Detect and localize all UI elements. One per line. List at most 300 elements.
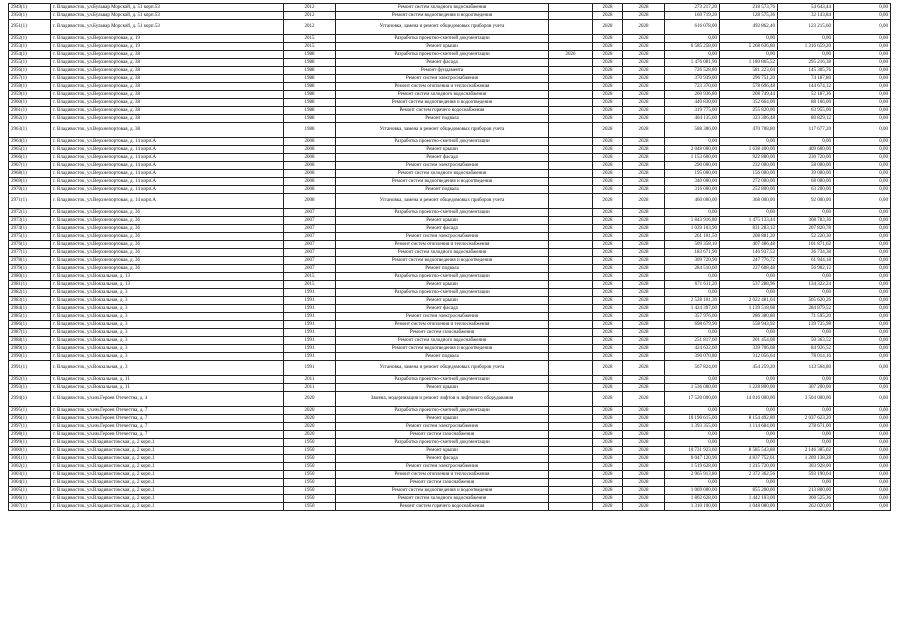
owner-cost-cell: 144 674,12 xyxy=(778,83,834,91)
table-row xyxy=(9,43,891,51)
build-year-cell: 1991 xyxy=(284,329,336,337)
extra-year-cell xyxy=(549,281,593,289)
table-row xyxy=(9,353,891,361)
plan-year-end-cell: 2028 xyxy=(623,321,665,329)
plan-year-end-cell: 2028 xyxy=(623,384,665,392)
address-cell: г. Владивосток, ул.Верхнепортовая, д. 36 xyxy=(51,265,284,273)
plan-year-end-cell: 2028 xyxy=(623,503,665,511)
extra-year-cell xyxy=(549,178,593,186)
record-id-cell: 2964(1) xyxy=(9,138,51,146)
other-cost-cell: 0,00 xyxy=(834,241,891,249)
other-cost-cell: 0,00 xyxy=(834,43,891,51)
owner-cost-cell: 134 322,24 xyxy=(778,281,834,289)
work-type-cell: Ремонт систем отопления и теплоснабжения xyxy=(336,321,549,329)
plan-year-start-cell: 2028 xyxy=(593,415,623,423)
owner-cost-cell: 0,00 xyxy=(778,273,834,281)
owner-cost-cell: 1 209 138,28 xyxy=(778,455,834,463)
record-id-cell: 2985(1) xyxy=(9,313,51,321)
table-row xyxy=(9,257,891,265)
fund-cost-cell: 1 180 865,52 xyxy=(720,59,778,67)
other-cost-cell: 0,00 xyxy=(834,329,891,337)
plan-year-start-cell: 2028 xyxy=(593,43,623,51)
plan-year-end-cell: 2028 xyxy=(623,4,665,12)
table-row xyxy=(9,415,891,423)
total-cost-cell: 404 135,60 xyxy=(665,115,720,123)
extra-year-cell xyxy=(549,361,593,376)
fund-cost-cell: 407 486,48 xyxy=(720,241,778,249)
fund-cost-cell: 4 837 752,61 xyxy=(720,455,778,463)
record-id-cell: 2971(1) xyxy=(9,194,51,209)
record-id-cell: 2991(1) xyxy=(9,361,51,376)
record-id-cell: 2989(1) xyxy=(9,345,51,353)
plan-year-start-cell: 2028 xyxy=(593,249,623,257)
owner-cost-cell: 295 216,38 xyxy=(778,59,834,67)
address-cell: г. Владивосток, ул.Вокзальная, д. 11 xyxy=(51,376,284,384)
address-cell: г. Владивосток, ул.Вокзальная, д. 3 xyxy=(51,361,284,376)
fund-cost-cell: 272 000,00 xyxy=(720,178,778,186)
other-cost-cell: 0,00 xyxy=(834,297,891,305)
address-cell: г. Владивосток, ул.Владивостокская, д. 2 корп.1 xyxy=(51,487,284,495)
total-cost-cell: 588 386,00 xyxy=(665,123,720,138)
total-cost-cell: 10 731 923,60 xyxy=(665,447,720,455)
table-row xyxy=(9,20,891,35)
total-cost-cell: 319 775,00 xyxy=(665,107,720,115)
record-id-cell: 2966(1) xyxy=(9,154,51,162)
extra-year-cell xyxy=(549,495,593,503)
address-cell: г. Владивосток, ул.Верхнепортовая, д. 38 xyxy=(51,67,284,75)
record-id-cell: 2984(1) xyxy=(9,305,51,313)
address-cell: г. Владивосток, ул.Верхнепортовая, д. 38 xyxy=(51,83,284,91)
plan-year-start-cell: 2028 xyxy=(593,107,623,115)
plan-year-end-cell: 2028 xyxy=(623,361,665,376)
fund-cost-cell: 537 288,96 xyxy=(720,281,778,289)
plan-year-end-cell: 2028 xyxy=(623,154,665,162)
work-type-cell: Ремонт систем холодного водоснабжения xyxy=(336,170,549,178)
plan-year-end-cell: 2028 xyxy=(623,479,665,487)
address-cell: г. Владивосток, ул.Вокзальная, д. 3 xyxy=(51,337,284,345)
address-cell: г. Владивосток, ул.Бульвар Морской, д. 51 корп.53 xyxy=(51,12,284,20)
plan-year-start-cell: 2028 xyxy=(593,170,623,178)
other-cost-cell: 0,00 xyxy=(834,321,891,329)
plan-year-end-cell: 2028 xyxy=(623,115,665,123)
owner-cost-cell: 207 820,78 xyxy=(778,225,834,233)
fund-cost-cell: 0,00 xyxy=(720,407,778,415)
work-type-cell: Ремонт систем электроснабжения xyxy=(336,75,549,83)
other-cost-cell: 0,00 xyxy=(834,265,891,273)
fund-cost-cell: 2 022 481,04 xyxy=(720,297,778,305)
extra-year-cell xyxy=(549,439,593,447)
plan-year-start-cell: 2028 xyxy=(593,162,623,170)
address-cell: г. Владивосток, ул.Верхнепортовая, д. 14 корп.А xyxy=(51,178,284,186)
plan-year-start-cell: 2028 xyxy=(593,353,623,361)
other-cost-cell: 0,00 xyxy=(834,479,891,487)
extra-year-cell xyxy=(549,297,593,305)
address-cell: г. Владивосток, ул.Владивостокская, д. 2 корп.1 xyxy=(51,439,284,447)
other-cost-cell: 0,00 xyxy=(834,345,891,353)
build-year-cell: 1991 xyxy=(284,313,336,321)
address-cell: г. Владивосток, ул.Вокзальная, д. 3 xyxy=(51,297,284,305)
fund-cost-cell: 128 575,36 xyxy=(720,12,778,20)
table-row xyxy=(9,186,891,194)
record-id-cell: 2987(1) xyxy=(9,329,51,337)
plan-year-end-cell: 2028 xyxy=(623,487,665,495)
table-row xyxy=(9,154,891,162)
address-cell: г. Владивосток, ул.Верхнепортовая, д. 36 xyxy=(51,241,284,249)
table-row xyxy=(9,289,891,297)
address-cell: г. Владивосток, ул.Верхнепортовая, д. 36 xyxy=(51,209,284,217)
plan-year-end-cell: 2028 xyxy=(623,439,665,447)
record-id-cell: 2980(1) xyxy=(9,273,51,281)
other-cost-cell: 0,00 xyxy=(834,20,891,35)
work-type-cell: Ремонт систем горячего водоснабжения xyxy=(336,503,549,511)
address-cell: г. Владивосток, ул.Владивостокская, д. 2 корп.1 xyxy=(51,495,284,503)
total-cost-cell: 0,00 xyxy=(665,329,720,337)
plan-year-start-cell: 2028 xyxy=(593,20,623,35)
total-cost-cell: 357 976,00 xyxy=(665,313,720,321)
fund-cost-cell: 454 259,20 xyxy=(720,361,778,376)
extra-year-cell xyxy=(549,313,593,321)
extra-year-cell xyxy=(549,471,593,479)
work-type-cell: Установка, замена и ремонт общедомовых приборов учета xyxy=(336,20,549,35)
plan-year-start-cell: 2028 xyxy=(593,321,623,329)
build-year-cell: 1988 xyxy=(284,83,336,91)
address-cell: г. Владивосток, ул.Верхнепортовая, д. 14 корп.А xyxy=(51,186,284,194)
other-cost-cell: 0,00 xyxy=(834,209,891,217)
record-id-cell: 2994(1) xyxy=(9,392,51,407)
total-cost-cell: 370 939,00 xyxy=(665,75,720,83)
table-row xyxy=(9,463,891,471)
build-year-cell: 2011 xyxy=(284,384,336,392)
owner-cost-cell: 0,00 xyxy=(778,51,834,59)
build-year-cell: 1950 xyxy=(284,463,336,471)
build-year-cell: 1991 xyxy=(284,321,336,329)
plan-year-end-cell: 2028 xyxy=(623,75,665,83)
table-row xyxy=(9,12,891,20)
plan-year-start-cell: 2028 xyxy=(593,146,623,154)
record-id-cell: 2972(1) xyxy=(9,209,51,217)
owner-cost-cell: 52 220,30 xyxy=(778,233,834,241)
owner-cost-cell: 139 735,98 xyxy=(778,321,834,329)
total-cost-cell: 284 510,60 xyxy=(665,265,720,273)
other-cost-cell: 0,00 xyxy=(834,233,891,241)
plan-year-start-cell: 2028 xyxy=(593,194,623,209)
table-row xyxy=(9,91,891,99)
owner-cost-cell: 409 600,00 xyxy=(778,146,834,154)
extra-year-cell xyxy=(549,265,593,273)
owner-cost-cell: 84 926,52 xyxy=(778,345,834,353)
plan-year-start-cell: 2028 xyxy=(593,35,623,43)
build-year-cell: 2015 xyxy=(284,43,336,51)
address-cell: г. Владивосток, ул.Верхнепортовая, д. 38 xyxy=(51,91,284,99)
table-row xyxy=(9,123,891,138)
total-cost-cell: 183 671,90 xyxy=(665,249,720,257)
record-id-cell: 2951(1) xyxy=(9,20,51,35)
work-type-cell: Ремонт систем холодного водоснабжения xyxy=(336,4,549,12)
fund-cost-cell: 0,00 xyxy=(720,209,778,217)
extra-year-cell xyxy=(549,146,593,154)
build-year-cell: 2008 xyxy=(284,186,336,194)
record-id-cell: 2954(1) xyxy=(9,51,51,59)
total-cost-cell: 290 000,00 xyxy=(665,162,720,170)
extra-year-cell xyxy=(549,194,593,209)
owner-cost-cell: 2 146 385,02 xyxy=(778,447,834,455)
work-type-cell: Ремонт подвала xyxy=(336,115,549,123)
build-year-cell: 1988 xyxy=(284,91,336,99)
other-cost-cell: 0,00 xyxy=(834,59,891,67)
owner-cost-cell: 71 595,20 xyxy=(778,313,834,321)
plan-year-end-cell: 2028 xyxy=(623,35,665,43)
fund-cost-cell: 0,00 xyxy=(720,35,778,43)
table-row xyxy=(9,503,891,511)
fund-cost-cell: 855 200,00 xyxy=(720,487,778,495)
other-cost-cell: 0,00 xyxy=(834,313,891,321)
total-cost-cell: 390 070,80 xyxy=(665,353,720,361)
owner-cost-cell: 56 902,12 xyxy=(778,265,834,273)
plan-year-end-cell: 2028 xyxy=(623,170,665,178)
other-cost-cell: 0,00 xyxy=(834,217,891,225)
other-cost-cell: 0,00 xyxy=(834,249,891,257)
address-cell: г. Владивосток, ул.Вокзальная, д. 13 xyxy=(51,273,284,281)
plan-year-start-cell: 2028 xyxy=(593,67,623,75)
work-schedule-sheet xyxy=(8,3,890,511)
plan-year-end-cell: 2028 xyxy=(623,265,665,273)
plan-year-end-cell: 2028 xyxy=(623,423,665,431)
work-type-cell: Ремонт систем водоотведения и водоотведения xyxy=(336,12,549,20)
record-id-cell: 2978(1) xyxy=(9,257,51,265)
owner-cost-cell: 0,00 xyxy=(778,439,834,447)
build-year-cell: 2008 xyxy=(284,178,336,186)
record-id-cell: 2955(1) xyxy=(9,59,51,67)
table-row xyxy=(9,455,891,463)
total-cost-cell: 10 190 615,00 xyxy=(665,415,720,423)
total-cost-cell: 251 817,60 xyxy=(665,337,720,345)
record-id-cell: 2998(1) xyxy=(9,431,51,439)
total-cost-cell: 0,00 xyxy=(665,138,720,146)
fund-cost-cell: 1 638 400,00 xyxy=(720,146,778,154)
table-body xyxy=(9,4,891,511)
fund-cost-cell: 0,00 xyxy=(720,51,778,59)
table-row xyxy=(9,75,891,83)
owner-cost-cell: 0,00 xyxy=(778,376,834,384)
build-year-cell: 1991 xyxy=(284,361,336,376)
build-year-cell: 2007 xyxy=(284,241,336,249)
build-year-cell: 1988 xyxy=(284,59,336,67)
build-year-cell: 1950 xyxy=(284,471,336,479)
plan-year-start-cell: 2028 xyxy=(593,345,623,353)
build-year-cell: 2020 xyxy=(284,392,336,407)
build-year-cell: 2011 xyxy=(284,376,336,384)
record-id-cell: 2963(1) xyxy=(9,123,51,138)
plan-year-end-cell: 2028 xyxy=(623,67,665,75)
build-year-cell: 2007 xyxy=(284,265,336,273)
table-row xyxy=(9,178,891,186)
extra-year-cell xyxy=(549,115,593,123)
plan-year-start-cell: 2028 xyxy=(593,313,623,321)
extra-year-cell xyxy=(549,353,593,361)
fund-cost-cell: 247 776,72 xyxy=(720,257,778,265)
work-type-cell: Ремонт систем электроснабжения xyxy=(336,162,549,170)
table-row xyxy=(9,225,891,233)
plan-year-start-cell: 2028 xyxy=(593,503,623,511)
record-id-cell: 2975(1) xyxy=(9,233,51,241)
total-cost-cell: 0,00 xyxy=(665,479,720,487)
work-type-cell: Ремонт крыши xyxy=(336,146,549,154)
plan-year-start-cell: 2028 xyxy=(593,487,623,495)
fund-cost-cell: 286 380,80 xyxy=(720,313,778,321)
plan-year-end-cell: 2028 xyxy=(623,313,665,321)
table-row xyxy=(9,233,891,241)
other-cost-cell: 0,00 xyxy=(834,495,891,503)
total-cost-cell: 698 679,90 xyxy=(665,321,720,329)
plan-year-start-cell: 2028 xyxy=(593,297,623,305)
address-cell: г. Владивосток, ул.Верхнепортовая, д. 36 xyxy=(51,233,284,241)
owner-cost-cell: 593 190,64 xyxy=(778,471,834,479)
fund-cost-cell: 1 048 080,00 xyxy=(720,503,778,511)
build-year-cell: 2007 xyxy=(284,217,336,225)
record-id-cell: 2952(1) xyxy=(9,35,51,43)
address-cell: г. Владивосток, ул.Верхнепортовая, д. 36 xyxy=(51,217,284,225)
plan-year-start-cell: 2028 xyxy=(593,217,623,225)
address-cell: г. Владивосток, ул.Вокзальная, д. 11 xyxy=(51,384,284,392)
total-cost-cell: 1 039 103,90 xyxy=(665,225,720,233)
extra-year-cell xyxy=(549,4,593,12)
extra-year-cell xyxy=(549,447,593,455)
table-row xyxy=(9,209,891,217)
plan-year-end-cell: 2028 xyxy=(623,12,665,20)
total-cost-cell: 1 802 628,00 xyxy=(665,495,720,503)
fund-cost-cell: 1 114 684,00 xyxy=(720,423,778,431)
other-cost-cell: 0,00 xyxy=(834,407,891,415)
extra-year-cell xyxy=(549,43,593,51)
extra-year-cell xyxy=(549,99,593,107)
record-id-cell: 2995(1) xyxy=(9,407,51,415)
plan-year-start-cell: 2028 xyxy=(593,209,623,217)
build-year-cell: 2008 xyxy=(284,138,336,146)
build-year-cell: 2012 xyxy=(284,4,336,12)
plan-year-start-cell: 2028 xyxy=(593,59,623,67)
total-cost-cell: 195 000,00 xyxy=(665,170,720,178)
address-cell: г. Владивосток, ул.Верхнепортовая, д. 38 xyxy=(51,115,284,123)
owner-cost-cell: 0,00 xyxy=(778,289,834,297)
owner-cost-cell: 230 720,00 xyxy=(778,154,834,162)
build-year-cell: 2012 xyxy=(284,20,336,35)
address-cell: г. Владивосток, ул.Верхнепортовая, д. 38 xyxy=(51,59,284,67)
other-cost-cell: 0,00 xyxy=(834,305,891,313)
owner-cost-cell: 303 928,00 xyxy=(778,463,834,471)
work-type-cell: Установка, замена и ремонт общедомовых приборов учета xyxy=(336,123,549,138)
plan-year-start-cell: 2028 xyxy=(593,463,623,471)
fund-cost-cell: 578 696,48 xyxy=(720,83,778,91)
owner-cost-cell: 0,00 xyxy=(778,209,834,217)
record-id-cell: 3007(1) xyxy=(9,503,51,511)
record-id-cell: 2949(1) xyxy=(9,4,51,12)
total-cost-cell: 316 000,00 xyxy=(665,186,720,194)
fund-cost-cell: 0,00 xyxy=(720,289,778,297)
plan-year-start-cell: 2028 xyxy=(593,407,623,415)
table-row xyxy=(9,281,891,289)
extra-year-cell xyxy=(549,423,593,431)
plan-year-end-cell: 2028 xyxy=(623,431,665,439)
owner-cost-cell: 307 200,00 xyxy=(778,384,834,392)
table-row xyxy=(9,423,891,431)
total-cost-cell: 460 000,00 xyxy=(665,194,720,209)
record-id-cell: 2979(1) xyxy=(9,265,51,273)
work-type-cell: Ремонт фундамента xyxy=(336,67,549,75)
fund-cost-cell: 146 937,52 xyxy=(720,249,778,257)
address-cell: г. Владивосток, ул.Вокзальная, д. 3 xyxy=(51,329,284,337)
build-year-cell: 2007 xyxy=(284,225,336,233)
extra-year-cell xyxy=(549,392,593,407)
record-id-cell: 3001(1) xyxy=(9,455,51,463)
fund-cost-cell: 0,00 xyxy=(720,439,778,447)
address-cell: г. Владивосток, ул.Верхнепортовая, д. 14 корп.А xyxy=(51,194,284,209)
work-type-cell: Ремонт систем водоотведения и водоотведения xyxy=(336,257,549,265)
total-cost-cell: 1 424 397,60 xyxy=(665,305,720,313)
extra-year-cell xyxy=(549,415,593,423)
fund-cost-cell: 227 608,48 xyxy=(720,265,778,273)
address-cell: г. Владивосток, ул.Верхнепортовая, д. 14 корп.А xyxy=(51,162,284,170)
build-year-cell: 2020 xyxy=(284,431,336,439)
plan-year-start-cell: 2028 xyxy=(593,376,623,384)
other-cost-cell: 0,00 xyxy=(834,138,891,146)
fund-cost-cell: 14 016 000,00 xyxy=(720,392,778,407)
plan-year-end-cell: 2028 xyxy=(623,59,665,67)
extra-year-cell xyxy=(549,337,593,345)
table-row xyxy=(9,305,891,313)
record-id-cell: 2992(1) xyxy=(9,376,51,384)
record-id-cell: 2990(1) xyxy=(9,353,51,361)
record-id-cell: 2993(1) xyxy=(9,384,51,392)
total-cost-cell: 2 528 101,30 xyxy=(665,297,720,305)
fund-cost-cell: 1 139 518,08 xyxy=(720,305,778,313)
build-year-cell: 1950 xyxy=(284,447,336,455)
extra-year-cell xyxy=(549,345,593,353)
owner-cost-cell: 2 037 623,20 xyxy=(778,415,834,423)
owner-cost-cell: 32 143,84 xyxy=(778,12,834,20)
total-cost-cell: 261 101,50 xyxy=(665,233,720,241)
work-type-cell: Ремонт крыши xyxy=(336,384,549,392)
extra-year-cell xyxy=(549,321,593,329)
build-year-cell: 2007 xyxy=(284,233,336,241)
plan-year-end-cell: 2028 xyxy=(623,455,665,463)
total-cost-cell: 0,00 xyxy=(665,289,720,297)
extra-year-cell xyxy=(549,233,593,241)
plan-year-start-cell: 2028 xyxy=(593,225,623,233)
owner-cost-cell: 74 187,80 xyxy=(778,75,834,83)
owner-cost-cell: 262 020,00 xyxy=(778,503,834,511)
table-row xyxy=(9,162,891,170)
extra-year-cell xyxy=(549,463,593,471)
address-cell: г. Владивосток, ул.Вокзальная, д. 13 xyxy=(51,281,284,289)
build-year-cell: 2015 xyxy=(284,273,336,281)
table-row xyxy=(9,249,891,257)
extra-year-cell xyxy=(549,384,593,392)
other-cost-cell: 0,00 xyxy=(834,51,891,59)
fund-cost-cell: 1 215 720,00 xyxy=(720,463,778,471)
plan-year-start-cell: 2028 xyxy=(593,439,623,447)
build-year-cell: 1991 xyxy=(284,297,336,305)
address-cell: г. Владивосток, ул.Верхнепортовая, д. 19 xyxy=(51,43,284,51)
build-year-cell: 1991 xyxy=(284,337,336,345)
table-row xyxy=(9,392,891,407)
plan-year-start-cell: 2028 xyxy=(593,289,623,297)
fund-cost-cell: 581 223,04 xyxy=(720,67,778,75)
plan-year-end-cell: 2028 xyxy=(623,123,665,138)
work-type-cell: Ремонт крыши xyxy=(336,43,549,51)
plan-year-start-cell: 2028 xyxy=(593,257,623,265)
plan-year-end-cell: 2028 xyxy=(623,162,665,170)
build-year-cell: 1991 xyxy=(284,345,336,353)
